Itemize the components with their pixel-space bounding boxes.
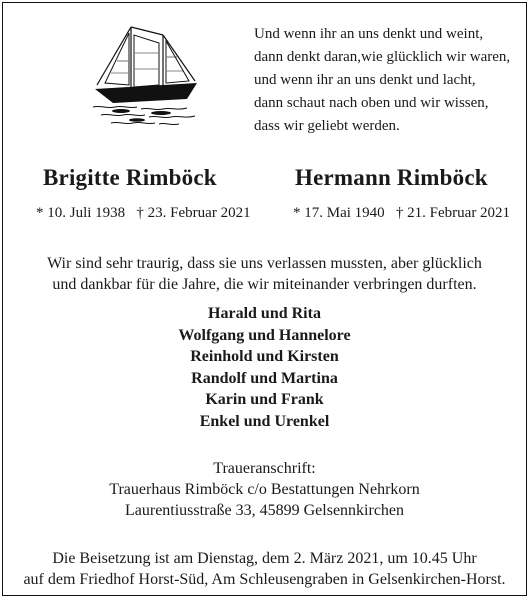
deceased-name-hermann: Hermann Rimböck: [295, 165, 488, 190]
farewell-message: [3, 253, 526, 295]
obituary-notice: [2, 2, 527, 596]
message-line: und dankbar für die Jahre, die wir miteinander verbringen durften.: [52, 276, 477, 293]
poem-line: dann denkt daran,wie glücklich wir waren,: [254, 49, 511, 65]
message-line: Wir sind sehr traurig, dass sie uns verlassen mussten, aber glücklich: [47, 255, 482, 272]
mourner-entry: Wolfgang und Hannelore: [178, 326, 351, 344]
mourner-entry: Enkel und Urenkel: [199, 412, 330, 430]
poem-line: dann schaut nach oben und wir wissen,: [254, 95, 489, 111]
life-dates-brigitte: * 10. Juli 1938 † 23. Februar 2021: [36, 205, 251, 221]
mourner-entry: Randolf und Martina: [191, 369, 338, 387]
mourner-entry: Harald und Rita: [208, 305, 321, 322]
burial-line: Die Beisetzung ist am Dienstag, dem 2. März 2021, um 10.45 Uhr: [52, 550, 477, 567]
address-label: Traueranschrift:: [213, 460, 316, 477]
address-line: Trauerhaus Rimböck c/o Bestattungen Nehrkorn: [109, 481, 420, 498]
life-dates-hermann: * 17. Mai 1940 † 21. Februar 2021: [293, 205, 511, 221]
poem-line: und wenn ihr an uns denkt und lacht,: [254, 72, 476, 88]
poem-line: dass wir geliebt werden.: [254, 118, 400, 134]
deceased-name-brigitte: Brigitte Rimböck: [43, 165, 217, 190]
memorial-poem: [254, 23, 524, 138]
mourner-entry: Reinhold und Kirsten: [190, 348, 339, 365]
poem-line: Und wenn ihr an uns denkt und weint,: [254, 26, 484, 42]
mourner-entry: Karin und Frank: [205, 391, 324, 408]
sailboat-icon: [91, 23, 201, 128]
mourning-address: [3, 458, 526, 521]
address-line: Laurentiusstraße 33, 45899 Gelsennkirchen: [124, 502, 405, 519]
burial-line: auf dem Friedhof Horst-Süd, Am Schleusengraben in Gelsenkirchen-Horst.: [23, 571, 506, 588]
burial-info: [3, 548, 526, 590]
mourners-list: [3, 303, 526, 432]
